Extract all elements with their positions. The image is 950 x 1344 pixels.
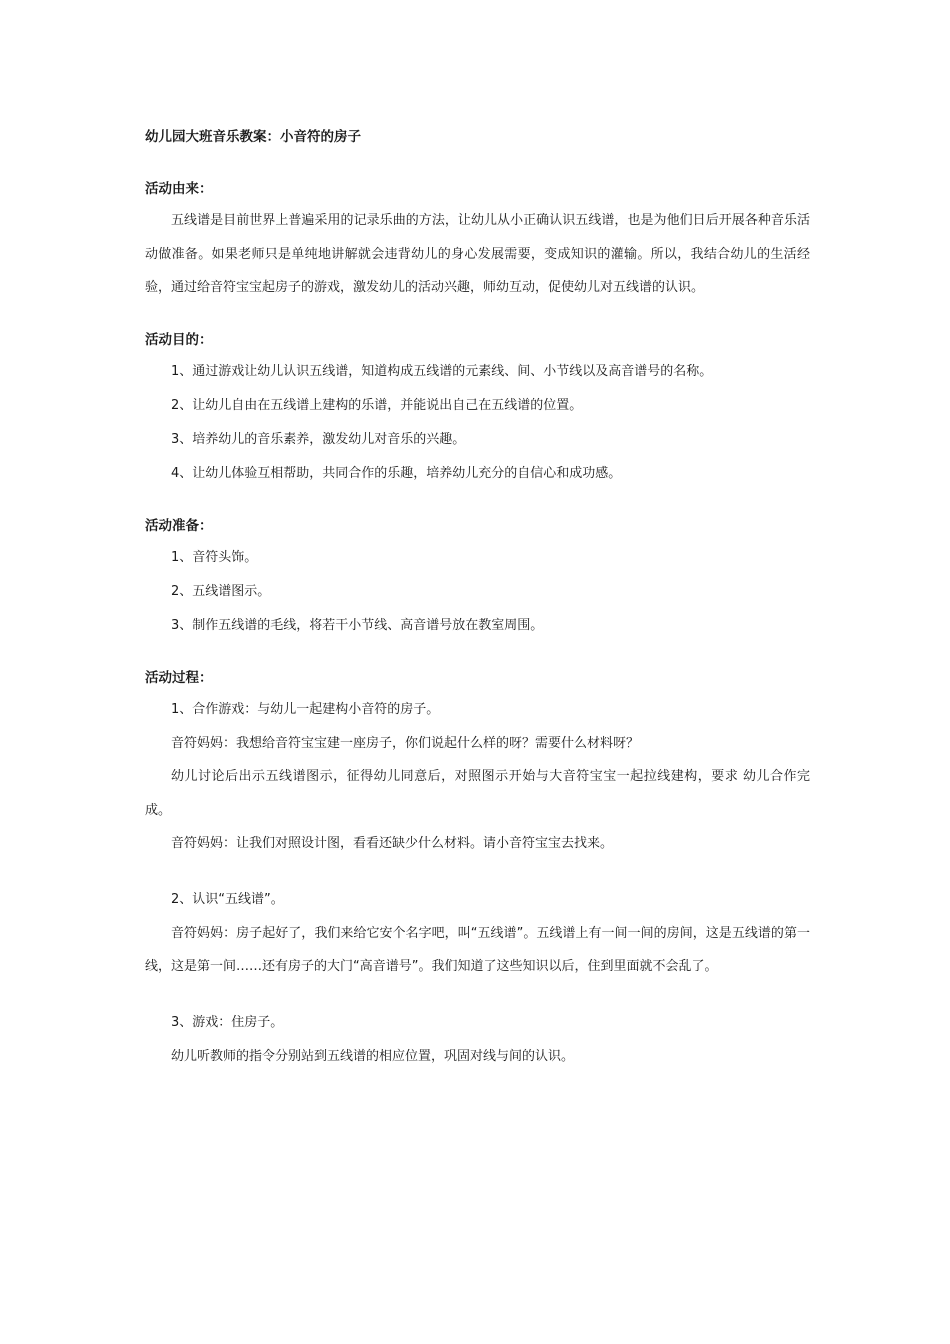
section-heading-origin: 活动由来： xyxy=(145,181,213,197)
step-paragraph: 幼儿听教师的指令分别站到五线谱的相应位置，巩固对线与间的认识。 xyxy=(171,1048,575,1064)
step-title: 1、合作游戏：与幼儿一起建构小音符的房子。 xyxy=(171,701,440,717)
section-origin xyxy=(145,178,810,305)
prep-item: 1、音符头饰。 xyxy=(171,549,258,565)
section-goals xyxy=(145,329,810,491)
step-paragraph: 音符妈妈：让我们对照设计图，看看还缺少什么材料。请小音符宝宝去找来。 xyxy=(171,836,614,851)
section-heading-goals: 活动目的： xyxy=(145,331,213,348)
prep-item: 2、五线谱图示。 xyxy=(171,583,271,599)
step-title: 3、游戏：住房子。 xyxy=(171,1014,284,1030)
document-title: 幼儿园大班音乐教案：小音符的房子 xyxy=(145,129,361,145)
step-paragraph: 音符妈妈：房子起好了，我们来给它安个名字吧，叫“五线谱”。五线谱上有一间一间的房间，这是五线谱的第一线，这是第一间……还有房子的大门“高音谱号”。我们知道了这些知识以后，住到里面就不会乱了。 xyxy=(145,925,810,974)
step-paragraph: 音符妈妈：我想给音符宝宝建一座房子，你们说起什么样的呀？需要什么材料呀？ xyxy=(171,735,640,751)
prep-item: 3、制作五线谱的毛线，将若干小节线、高音谱号放在教室周围。 xyxy=(171,617,544,633)
goal-item: 4、让幼儿体验互相帮助，共同合作的乐趣，培养幼儿充分的自信心和成功感。 xyxy=(171,465,622,481)
section-process xyxy=(145,667,810,1074)
document-page xyxy=(145,126,810,1073)
step-title: 2、认识“五线谱”。 xyxy=(171,891,284,907)
origin-paragraph: 五线谱是目前世界上普遍采用的记录乐曲的方法，让幼儿从小正确认识五线谱，也是为他们日后开展各种音乐活动做准备。如果老师只是单纯地讲解就会违背幼儿的身心发展需要，变成知识的灌输。所以，我结合幼儿的生活经验，通过给音符宝宝起房子的游戏，激发幼儿的活动兴趣，师幼互动，促使幼儿对五线谱的认识。 xyxy=(145,213,810,295)
section-heading-prep: 活动准备： xyxy=(145,517,213,534)
goal-item: 1、通过游戏让幼儿认识五线谱，知道构成五线谱的元素线、间、小节线以及高音谱号的名称。 xyxy=(171,363,713,379)
section-prep xyxy=(145,515,810,643)
step-paragraph: 幼儿讨论后出示五线谱图示，征得幼儿同意后，对照图示开始与大音符宝宝一起拉线建构，要求 幼儿合作完成。 xyxy=(145,769,810,818)
section-heading-process: 活动过程： xyxy=(145,669,213,686)
goal-item: 3、培养幼儿的音乐素养，激发幼儿对音乐的兴趣。 xyxy=(171,431,466,447)
goal-item: 2、让幼儿自由在五线谱上建构的乐谱，并能说出自己在五线谱的位置。 xyxy=(171,397,583,413)
